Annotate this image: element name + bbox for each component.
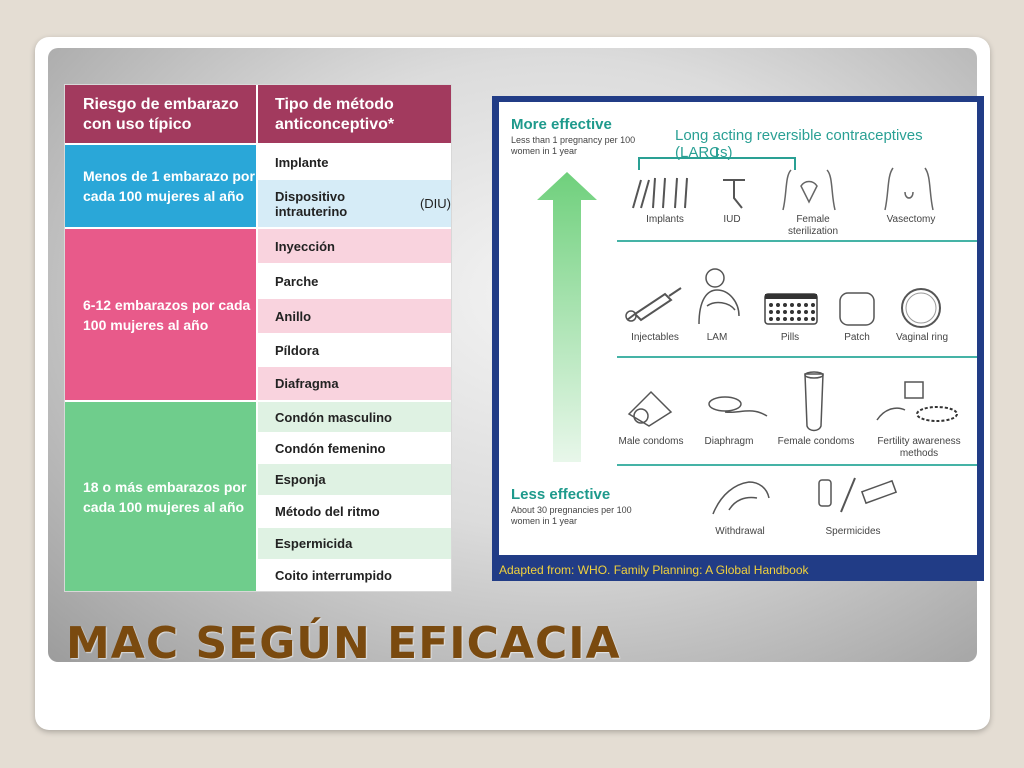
method-label-row2: Vaginal ring — [895, 332, 949, 343]
more-effective-sub: Less than 1 pregnancy per 100 women in 1 year — [511, 135, 636, 156]
method-cell: Método del ritmo — [258, 496, 451, 527]
method-label-row3: Fertility awareness methods — [877, 436, 961, 459]
method-cell: Espermicida — [258, 528, 451, 559]
method-label-row4: Withdrawal — [715, 526, 765, 537]
table-header-method: Tipo de método anticonceptivo* — [258, 85, 451, 143]
less-effective-sub: About 30 pregnancies per 100 women in 1 year — [511, 505, 632, 526]
slide-title: MAC SEGÚN EFICACIA — [66, 618, 621, 669]
patch-icon — [837, 290, 877, 328]
row-divider — [617, 356, 977, 358]
method-cell: Implante — [258, 145, 451, 179]
method-cell: Coito interrumpido — [258, 560, 451, 591]
method-cell: Diafragma — [258, 367, 451, 400]
larc-title: Long acting reversible contraceptives (LARCs) — [675, 127, 923, 161]
contraceptive-risk-table — [64, 84, 452, 592]
female-sterilization-icon — [779, 166, 839, 212]
row-divider — [617, 464, 977, 466]
female-condoms-icon — [799, 370, 829, 434]
method-cell: Píldora — [258, 334, 451, 366]
method-label-row1: Vasectomy — [886, 214, 936, 225]
method-cell: Inyección — [258, 229, 451, 263]
who-chart-canvas — [499, 102, 977, 555]
less-effective-label: Less effective — [511, 486, 611, 503]
effectiveness-arrow-icon — [537, 172, 597, 462]
risk-cell-mid: 6-12 embarazos por cada 100 mujeres al año — [65, 229, 256, 400]
method-label-row2: Patch — [844, 332, 870, 343]
method-label-row1: Implants — [646, 214, 684, 225]
source-caption: Adapted from: WHO. Family Planning: A Global Handbook — [499, 563, 809, 577]
withdrawal-icon — [709, 474, 773, 518]
row-divider — [617, 240, 977, 242]
method-cell — [258, 180, 451, 227]
method-label-row2: Pills — [780, 332, 800, 343]
method-label-row3: Female condoms — [777, 436, 855, 447]
method-label-row1: IUD — [723, 214, 741, 225]
implants-icon — [627, 174, 697, 210]
who-effectiveness-chart — [492, 96, 984, 581]
lam-icon — [695, 266, 745, 326]
method-label-row2: LAM — [706, 332, 728, 343]
method-cell: Condón masculino — [258, 402, 451, 432]
table-header-risk: Riesgo de embarazo con uso típico — [65, 85, 256, 143]
spermicides-icon — [815, 474, 899, 516]
method-cell: Esponja — [258, 464, 451, 495]
method-label: Dispositivo intrauterino — [275, 188, 348, 219]
method-cell: Condón femenino — [258, 433, 451, 463]
vaginal-ring-icon — [899, 286, 943, 330]
more-effective-label: More effective — [511, 116, 612, 133]
risk-cell-low: Menos de 1 embarazo por cada 100 mujeres al año — [65, 145, 256, 227]
method-label-row1: Female sterilization — [787, 214, 839, 237]
risk-cell-high: 18 o más embarazos por cada 100 mujeres al año — [65, 402, 256, 591]
method-cell: Anillo — [258, 299, 451, 333]
fertility-awareness-icon — [875, 380, 959, 428]
vasectomy-icon — [879, 166, 939, 212]
method-label-row3: Diaphragm — [704, 436, 754, 447]
diaphragm-icon — [705, 392, 769, 426]
iud-icon — [717, 174, 751, 210]
method-label-row2: Injectables — [631, 332, 679, 343]
method-label-row3: Male condoms — [618, 436, 684, 447]
method-cell: Parche — [258, 264, 451, 298]
method-label-row4: Spermicides — [825, 526, 881, 537]
method-suffix: (DIU) — [419, 196, 451, 211]
larc-bracket — [637, 146, 797, 172]
injectables-icon — [621, 286, 691, 322]
male-condoms-icon — [625, 388, 675, 428]
pills-icon — [763, 292, 819, 326]
